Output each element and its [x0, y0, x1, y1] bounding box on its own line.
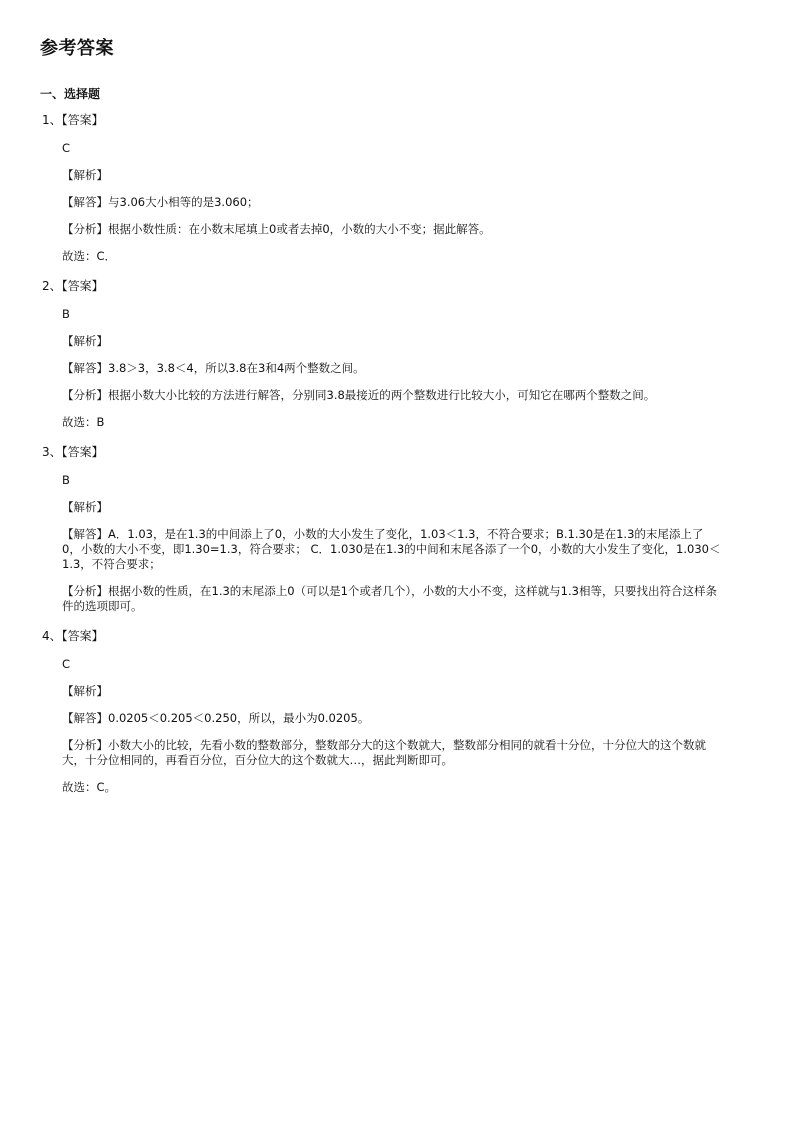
question-number: 2、 — [42, 279, 62, 293]
analysis-label: 【解析】 — [62, 334, 108, 348]
conclusion-text: 故选：C． — [62, 249, 117, 263]
question-number: 1、 — [42, 113, 62, 127]
answer-label: 【答案】 — [61, 279, 104, 293]
question-number: 4、 — [42, 629, 62, 643]
answer-label: 【答案】 — [61, 113, 104, 127]
question-header — [42, 112, 722, 128]
question-header — [42, 278, 722, 294]
solution-text: 【解答】0.0205＜0.205＜0.250，所以，最小为0.0205。 — [62, 711, 370, 725]
solution-text: 【解答】A．1.03，是在1.3的中间添上了0，小数的大小发生了变化，1.03＜1.3，不符合要求；B.1.30是在1.3的末尾添上了0，小数的大小不变，即1.30=1.3，符合要求； C．1.030是在1.3的中间和末尾各添了一个0，小数的大小发生了变化，1.030＜1.3，不符合要求； — [62, 527, 721, 571]
analysis-text: 【分析】小数大小的比较，先看小数的整数部分，整数部分大的这个数就大，整数部分相同的就看十分位，十分位大的这个数就大，十分位相同的，再看百分位，百分位大的这个数就大…，据此判断即可。 — [62, 738, 706, 767]
analysis-text: 【分析】根据小数的性质，在1.3的末尾添上0（可以是1个或者几个），小数的大小不变，这样就与1.3相等，只要找出符合这样条件的选项即可。 — [62, 584, 717, 613]
analysis-label: 【解析】 — [62, 168, 108, 182]
analysis-text: 【分析】根据小数性质：在小数末尾填上0或者去掉0，小数的大小不变；据此解答。 — [62, 222, 491, 236]
answer-value: B — [62, 307, 70, 321]
question-header — [42, 444, 722, 460]
answer-label: 【答案】 — [61, 629, 104, 643]
solution-text: 【解答】与3.06大小相等的是3.060； — [62, 195, 259, 209]
answer-label: 【答案】 — [61, 445, 104, 459]
answer-value: B — [62, 473, 70, 487]
page-title: 参考答案 — [40, 38, 114, 59]
question-header — [42, 628, 722, 644]
question-item — [42, 628, 722, 795]
question-item — [42, 278, 722, 430]
question-item — [42, 444, 722, 614]
solution-text: 【解答】3.8＞3，3.8＜4，所以3.8在3和4两个整数之间。 — [62, 361, 365, 375]
answer-value: C — [62, 657, 71, 671]
conclusion-text: 故选：B — [62, 415, 105, 429]
question-number: 3、 — [42, 445, 62, 459]
question-item — [42, 112, 722, 264]
analysis-label: 【解析】 — [62, 500, 108, 514]
conclusion-text: 故选：C。 — [62, 780, 117, 794]
analysis-label: 【解析】 — [62, 684, 108, 698]
analysis-text: 【分析】根据小数大小比较的方法进行解答，分别同3.8最接近的两个整数进行比较大小，可知它在哪两个整数之间。 — [62, 388, 656, 402]
section-heading: 一、选择题 — [40, 87, 101, 101]
answer-value: C — [62, 141, 71, 155]
question-list — [0, 112, 794, 795]
